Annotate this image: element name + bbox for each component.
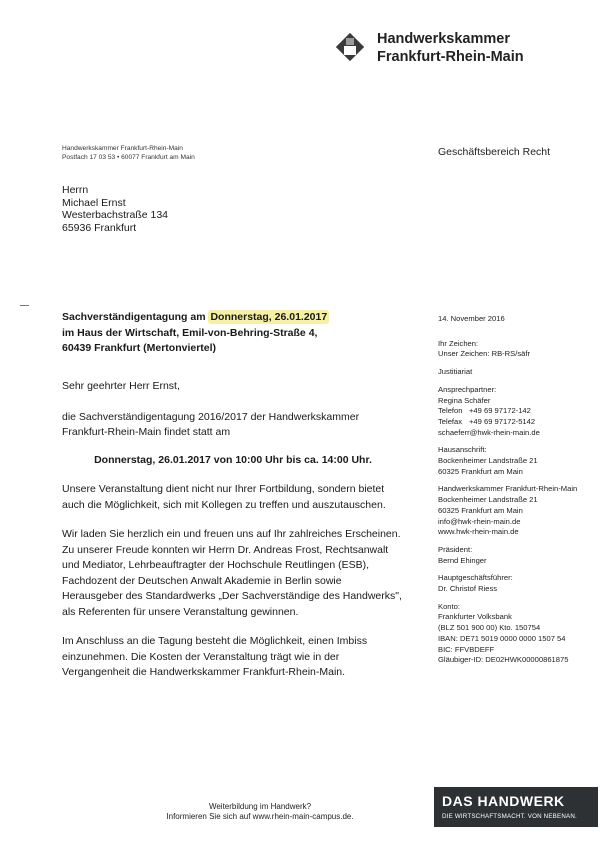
org-line-3: 60325 Frankfurt am Main (438, 505, 523, 515)
address-line-2: 60325 Frankfurt am Main (438, 466, 523, 476)
president-name: Bernd Ehinger (438, 555, 487, 565)
sender-address (62, 144, 195, 162)
sender-line-1: Handwerkskammer Frankfurt-Rhein-Main (62, 145, 183, 152)
subject-prefix: Sachverständigentagung am (62, 311, 209, 323)
reference-block (438, 339, 598, 360)
subject-line-2: im Haus der Wirtschaft, Emil-von-Behring-Straße 4, (62, 326, 318, 339)
phone-row (438, 406, 598, 417)
ceo-block (438, 573, 598, 594)
recipient-salutation: Herrn (62, 184, 89, 196)
badge-title: DAS HANDWERK (442, 793, 565, 809)
ceo-label: Hauptgeschäftsführer: (438, 573, 513, 583)
paragraph-2: Wir laden Sie herzlich ein und freuen uns auf Ihr zahlreiches Erscheinen. Zu unserer Freude konnten wir Herrn Dr. Andreas Frost, Rechtsanwalt und Mediator, Lehrbeauftragter der Hochschule Reutlingen (ESB), Fachdozent der Deutschen Anwalt Akademie in Berlin sowie Herausgeber des Standardwerks „Der Sachverständige des Handwerks", als Referenten für unsere Veranstaltung gewinnen. (62, 528, 402, 618)
fold-mark (20, 305, 29, 306)
bank-name: Frankfurter Volksbank (438, 612, 512, 622)
fax-row (438, 417, 598, 428)
bank-bic: BIC: FFVBDEFF (438, 644, 495, 654)
org-line-1: Handwerkskammer Frankfurt-Rhein-Main (438, 484, 578, 494)
org-block (438, 484, 598, 538)
org-line-2: Frankfurt-Rhein-Main (377, 49, 524, 65)
recipient-address (62, 184, 168, 234)
sender-line-2: Postfach 17 03 53 • 60077 Frankfurt am Main (62, 154, 195, 161)
department-label: Geschäftsbereich Recht (438, 146, 551, 158)
letter-body (62, 379, 404, 681)
badge-subtitle: DIE WIRTSCHAFTSMACHT. VON NEBENAN. (442, 813, 577, 820)
intro-paragraph: die Sachverständigentagung 2016/2017 der Handwerkskammer Frankfurt-Rhein-Main findet statt am (62, 410, 360, 438)
org-line-2: Bockenheimer Landstraße 21 (438, 495, 538, 505)
phone-label: Telefon (438, 406, 463, 416)
contact-block (438, 385, 598, 439)
subject-line-1 (62, 310, 329, 326)
address-block (438, 445, 598, 477)
das-handwerk-badge (434, 787, 598, 827)
paragraph-1: Unsere Veranstaltung dient nicht nur Ihrer Fortbildung, sondern bietet auch die Möglichkeit, sich mit Kollegen zu treffen und auszutauschen. (62, 483, 386, 511)
president-label: Präsident: (438, 544, 473, 554)
address-label: Hausanschrift: (438, 445, 487, 455)
recipient-city: 65936 Frankfurt (62, 221, 137, 234)
handwerkskammer-logo-icon (336, 33, 364, 61)
subject-highlight: Donnerstag, 26.01.2017 (210, 311, 328, 323)
contact-label: Ansprechpartner: (438, 384, 497, 394)
footer-note-line-2: Informieren Sie sich auf www.rhein-main-campus.de. (166, 812, 354, 821)
ref-ours: Unser Zeichen: RB-RS/säfr (438, 349, 530, 359)
footer-note (130, 802, 390, 822)
creditor-id: Gläubiger-ID: DE02HWK00000861875 (438, 655, 569, 665)
subject (62, 310, 329, 357)
letterhead-org-name (377, 30, 524, 66)
recipient-name: Michael Ernst (62, 196, 126, 209)
president-block (438, 545, 598, 566)
subject-line-3: 60439 Frankfurt (Mertonviertel) (62, 342, 217, 354)
letter-salutation: Sehr geehrter Herr Ernst, (62, 380, 180, 392)
org-email: info@hwk-rhein-main.de (438, 516, 521, 526)
event-date-line: Donnerstag, 26.01.2017 von 10:00 Uhr bis ca. 14:00 Uhr. (94, 453, 372, 466)
org-line-1: Handwerkskammer (377, 31, 510, 47)
contact-name: Regina Schäfer (438, 395, 491, 405)
contact-email: schaeferr@hwk-rhein-main.de (438, 427, 540, 437)
ref-yours: Ihr Zeichen: (438, 338, 479, 348)
division: Justitiariat (438, 367, 473, 377)
fax-value: +49 69 97172-5142 (469, 416, 536, 426)
letter-date: 14. November 2016 (438, 314, 505, 323)
org-website: www.hwk-rhein-main.de (438, 527, 519, 537)
fax-label: Telefax (438, 416, 463, 426)
info-sidebar (438, 314, 598, 673)
bank-blz: (BLZ 501 900 00) Kto. 150754 (438, 623, 541, 633)
phone-value: +49 69 97172-142 (469, 406, 531, 416)
bank-block (438, 602, 598, 666)
account-label: Konto: (438, 601, 460, 611)
recipient-street: Westerbachstraße 134 (62, 209, 169, 222)
paragraph-3: Im Anschluss an die Tagung besteht die Möglichkeit, einen Imbiss einzunehmen. Die Kosten der Veranstaltung trägt wie in der Vergangenheit die Handwerkskammer Frankfurt-Rhein-Main. (62, 635, 368, 678)
ceo-name: Dr. Christof Riess (438, 584, 498, 594)
address-line-1: Bockenheimer Landstraße 21 (438, 456, 538, 466)
bank-iban: IBAN: DE71 5019 0000 0000 1507 54 (438, 633, 566, 643)
footer-note-line-1: Weiterbildung im Handwerk? (208, 802, 312, 811)
